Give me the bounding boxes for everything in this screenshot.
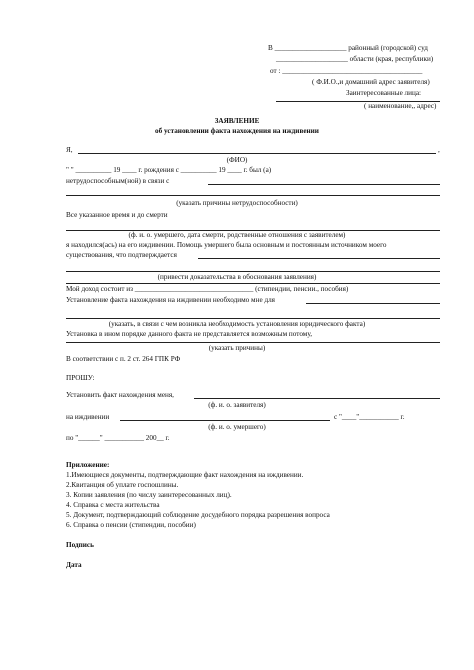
- document-subtitle: об установлении факта нахождения на иждивении: [155, 127, 319, 135]
- cause-hint: (указать причины): [208, 344, 266, 352]
- evidence-line-2: [66, 283, 440, 284]
- reason-hint: (указать причины нетрудоспособности): [176, 199, 298, 207]
- request-deceased-hint: (ф. и. о. умершего): [208, 423, 266, 431]
- cause-line: [66, 342, 440, 343]
- ya-end: ,: [438, 146, 440, 154]
- attachment-item: 3. Копии заявления (по числу заинтересованных лиц).: [66, 491, 232, 499]
- date-label: Дата: [66, 561, 82, 569]
- legal-basis: В соответствии с п. 2 ст. 264 ГПК РФ: [66, 355, 181, 363]
- dependent-line-2: существования, что подтверждается: [66, 251, 177, 259]
- date-part: с "____"___________ г.: [334, 413, 405, 421]
- dependent-line-1: я находился(ась) на его иждивении. Помощь умершего была основным и постоянным источником моего: [66, 241, 387, 249]
- attachments-label: Приложение:: [66, 461, 110, 469]
- dependent-on: на иждивении: [66, 413, 110, 421]
- disabled-line: нетрудоспособным(ной) в связи с: [66, 177, 170, 185]
- all-time-text: Все указанное время и до смерти: [66, 211, 168, 219]
- interested-hint: ( наименование,, адрес): [364, 102, 437, 110]
- fio-hint: (ФИО): [226, 156, 248, 164]
- deceased-name-line: [120, 420, 330, 421]
- purpose-line: [66, 318, 440, 319]
- name-line: [78, 153, 436, 154]
- disabled-reason-line: [208, 184, 440, 185]
- applicant-hint: (ф. и. о. заявителя): [208, 401, 266, 409]
- attachment-item: 2.Квитанция об уплате госпошлины.: [66, 481, 179, 489]
- income-line: Мой доход состоит из _________________________________ (стипендии, пенсии., пособия): [66, 285, 349, 293]
- establish-purpose-line: [306, 303, 440, 304]
- from-line: от : _______________________________________: [270, 67, 423, 75]
- other-way-line: Установка в ином порядке данного факта не представляется возможным потому,: [66, 330, 313, 338]
- court-line: В ____________________ районный (городской) суд: [268, 44, 428, 52]
- evidence-hint: (привести доказательства в обоснования заявления): [157, 273, 317, 281]
- region-line: ____________________ области (края, республики): [276, 55, 434, 63]
- reason-line-2: [66, 195, 440, 196]
- confirmed-line: [198, 258, 440, 259]
- request-label: ПРОШУ:: [66, 374, 95, 382]
- request-establish: Установить факт нахождения меня,: [66, 391, 174, 399]
- birth-line: " " __________ 19 ____ г. рождения с __________ 19 ____ г. был (а): [66, 166, 272, 174]
- attachment-item: 4. Справка с места жительства: [66, 501, 160, 509]
- attachment-item: 6. Справка о пенсии (стипендии, пособии): [66, 521, 196, 529]
- attachment-item: 1.Имеющиеся документы, подтверждающие факт нахождения на иждивении.: [66, 471, 304, 479]
- establish-line: Установление факта нахождения на иждивении необходимо мне для: [66, 296, 275, 304]
- attachment-item: 5. Документ, подтверждающий соблюдение досудебного порядка разрешения вопроса: [66, 511, 330, 519]
- signature-label: Подпись: [66, 541, 94, 549]
- interested-label: Заинтересованные лица:: [346, 89, 422, 97]
- deceased-hint: (ф. и. о. умершего, дата смерти, родственные отношения с заявителем): [128, 231, 346, 239]
- evidence-line: [66, 271, 440, 272]
- from-hint: ( Ф.И.О.,и домашний адрес заявителя): [312, 78, 430, 86]
- document-title: ЗАЯВЛЕНИЕ: [214, 117, 260, 125]
- until-line: по "______" ___________ 200__ г.: [66, 434, 170, 442]
- purpose-hint: (указать, в связи с чем возникла необходимость установления юридического факта): [108, 320, 366, 328]
- applicant-line: [194, 398, 440, 399]
- ya-label: Я,: [66, 146, 73, 154]
